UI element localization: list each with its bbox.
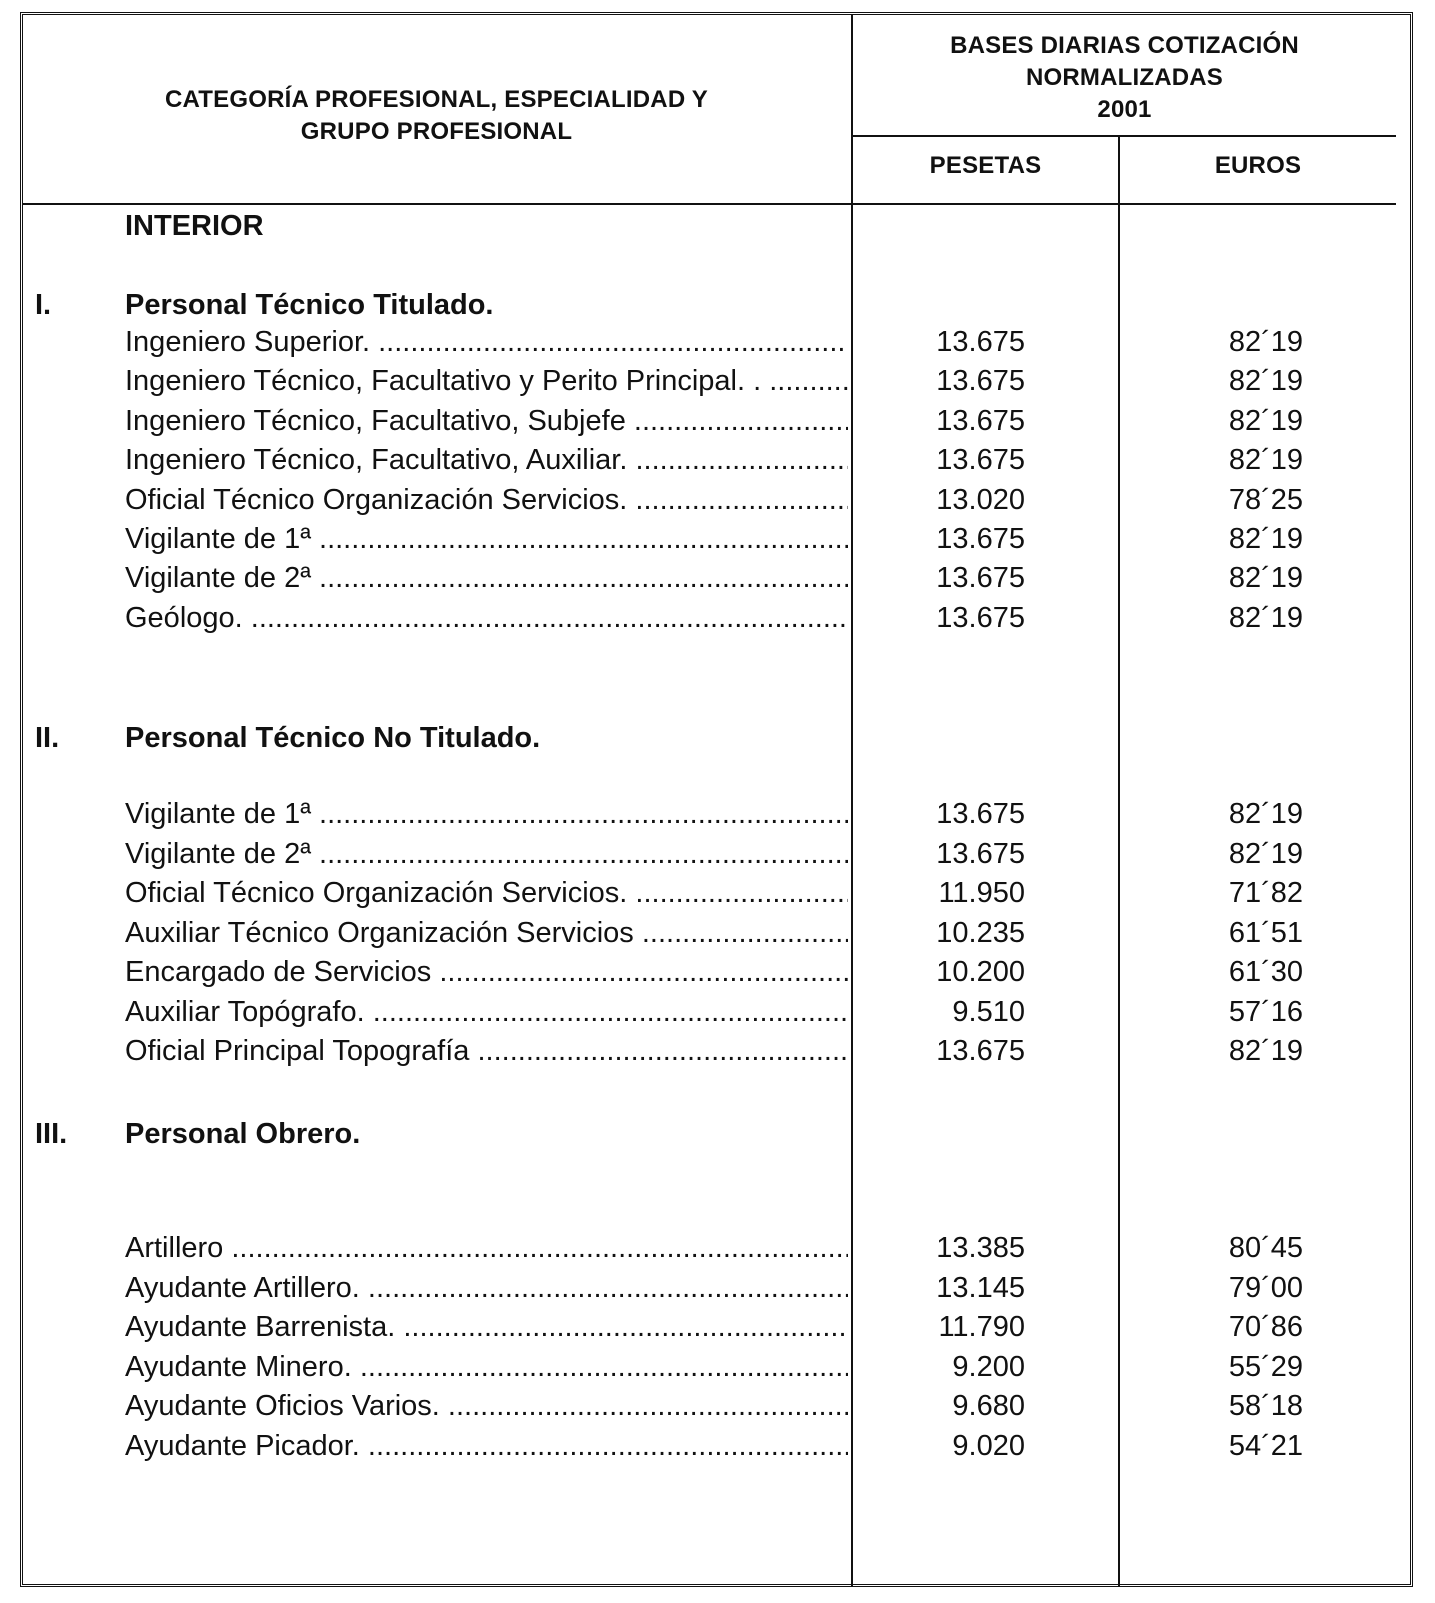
- header-subdivider: [852, 135, 1396, 137]
- group-number: I.: [35, 289, 52, 321]
- row-euros-value: 70´86: [1228, 1311, 1303, 1343]
- row-pesetas-value: 10.235: [936, 917, 1025, 949]
- table-row: [0, 523, 1435, 563]
- group-title: Personal Técnico Titulado.: [125, 289, 494, 321]
- table-row: [0, 1390, 1435, 1430]
- row-category-label: Vigilante de 2ª .....: [125, 838, 848, 871]
- table-row: [0, 1351, 1435, 1391]
- row-pesetas-value: 13.675: [936, 523, 1025, 555]
- table-row: [0, 877, 1435, 917]
- table-row: [0, 1272, 1435, 1312]
- row-euros-value: 82´19: [1228, 326, 1303, 358]
- table-row: [0, 956, 1435, 996]
- row-euros-value: 58´18: [1228, 1390, 1303, 1422]
- row-euros-value: 82´19: [1228, 1035, 1303, 1067]
- row-pesetas-value: 13.385: [936, 1232, 1025, 1264]
- group-number: III.: [35, 1118, 68, 1150]
- row-pesetas-value: 13.675: [936, 444, 1025, 476]
- row-euros-value: 82´19: [1228, 365, 1303, 397]
- table-row: [0, 326, 1435, 366]
- row-euros-value: 82´19: [1228, 523, 1303, 555]
- row-euros-value: 82´19: [1228, 444, 1303, 476]
- row-euros-value: 82´19: [1228, 798, 1303, 830]
- header-bases-year: 2001: [1097, 96, 1152, 123]
- row-category-label: Auxiliar Técnico Organización Servicios .....: [125, 917, 848, 950]
- row-category-label: Ayudante Minero. .....: [125, 1351, 848, 1384]
- header-bases-line1: BASES DIARIAS COTIZACIÓN: [950, 32, 1299, 59]
- row-euros-value: 57´16: [1228, 996, 1303, 1028]
- row-pesetas-value: 9.200: [952, 1351, 1025, 1383]
- group-title: Personal Obrero.: [125, 1118, 361, 1150]
- table-row: [0, 444, 1435, 484]
- row-category-label: Ingeniero Técnico, Facultativo y Perito Principal. . .....: [125, 365, 848, 398]
- table-row: [0, 1232, 1435, 1272]
- table-row: [0, 602, 1435, 642]
- header-pesetas: PESETAS: [929, 152, 1042, 179]
- row-euros-value: 71´82: [1228, 877, 1303, 909]
- header-bases-line2: NORMALIZADAS: [1025, 64, 1224, 91]
- row-pesetas-value: 13.675: [936, 405, 1025, 437]
- table-row: [0, 798, 1435, 838]
- table-row: [0, 1035, 1435, 1075]
- header-category-line2: GRUPO PROFESIONAL: [300, 118, 573, 145]
- table-row: [0, 405, 1435, 445]
- row-pesetas-value: 13.675: [936, 602, 1025, 634]
- group-number: II.: [35, 722, 60, 754]
- row-euros-value: 80´45: [1228, 1232, 1303, 1264]
- row-category-label: Ayudante Picador. .....: [125, 1430, 848, 1463]
- row-euros-value: 78´25: [1228, 484, 1303, 516]
- row-category-label: Oficial Técnico Organización Servicios. .....: [125, 484, 848, 517]
- row-category-label: Ayudante Oficios Varios. .....: [125, 1390, 848, 1423]
- row-category-label: Vigilante de 1ª .....: [125, 523, 848, 556]
- row-euros-value: 82´19: [1228, 562, 1303, 594]
- row-pesetas-value: 10.200: [936, 956, 1025, 988]
- table-row: [0, 838, 1435, 878]
- row-category-label: Ingeniero Superior. .....: [125, 326, 848, 359]
- row-pesetas-value: 13.020: [936, 484, 1025, 516]
- row-euros-value: 82´19: [1228, 602, 1303, 634]
- row-category-label: Ayudante Artillero. .....: [125, 1272, 848, 1305]
- row-category-label: Vigilante de 2ª .....: [125, 562, 848, 595]
- row-category-label: Oficial Técnico Organización Servicios. .....: [125, 877, 848, 910]
- row-euros-value: 82´19: [1228, 405, 1303, 437]
- row-category-label: Oficial Principal Topografía .....: [125, 1035, 848, 1068]
- row-pesetas-value: 9.020: [952, 1430, 1025, 1462]
- group-title: Personal Técnico No Titulado.: [125, 722, 541, 754]
- header-euros: EUROS: [1214, 152, 1302, 179]
- row-pesetas-value: 9.680: [952, 1390, 1025, 1422]
- row-euros-value: 82´19: [1228, 838, 1303, 870]
- row-pesetas-value: 11.790: [938, 1311, 1025, 1343]
- table-row: [0, 562, 1435, 602]
- row-euros-value: 55´29: [1228, 1351, 1303, 1383]
- table-row: [0, 484, 1435, 524]
- row-pesetas-value: 13.145: [936, 1272, 1025, 1304]
- row-category-label: Ingeniero Técnico, Facultativo, Subjefe .....: [125, 405, 848, 438]
- row-euros-value: 79´00: [1228, 1272, 1303, 1304]
- row-euros-value: 61´51: [1228, 917, 1303, 949]
- header-category: [22, 84, 851, 148]
- table-row: [0, 917, 1435, 957]
- row-pesetas-value: 13.675: [936, 326, 1025, 358]
- row-pesetas-value: 13.675: [936, 798, 1025, 830]
- row-pesetas-value: 13.675: [936, 838, 1025, 870]
- row-category-label: Artillero .....: [125, 1232, 848, 1265]
- table-row: [0, 1430, 1435, 1470]
- row-pesetas-value: 11.950: [938, 877, 1025, 909]
- row-euros-value: 54´21: [1228, 1430, 1303, 1462]
- row-pesetas-value: 13.675: [936, 365, 1025, 397]
- row-category-label: Auxiliar Topógrafo. .....: [125, 996, 848, 1029]
- row-category-label: Ingeniero Técnico, Facultativo, Auxiliar. .....: [125, 444, 848, 477]
- header-category-line1: CATEGORÍA PROFESIONAL, ESPECIALIDAD Y: [164, 86, 708, 113]
- row-euros-value: 61´30: [1228, 956, 1303, 988]
- header-bases: [853, 30, 1396, 126]
- table-row: [0, 365, 1435, 405]
- table-row: [0, 996, 1435, 1036]
- row-category-label: Ayudante Barrenista. .....: [125, 1311, 848, 1344]
- row-pesetas-value: 9.510: [952, 996, 1025, 1028]
- row-category-label: Vigilante de 1ª .....: [125, 798, 848, 831]
- row-category-label: Geólogo. .....: [125, 602, 848, 635]
- row-pesetas-value: 13.675: [936, 1035, 1025, 1067]
- table-row: [0, 1311, 1435, 1351]
- header-bottom-rule: [22, 203, 1396, 205]
- row-pesetas-value: 13.675: [936, 562, 1025, 594]
- section-heading-interior: INTERIOR: [125, 210, 264, 242]
- row-category-label: Encargado de Servicios .....: [125, 956, 848, 989]
